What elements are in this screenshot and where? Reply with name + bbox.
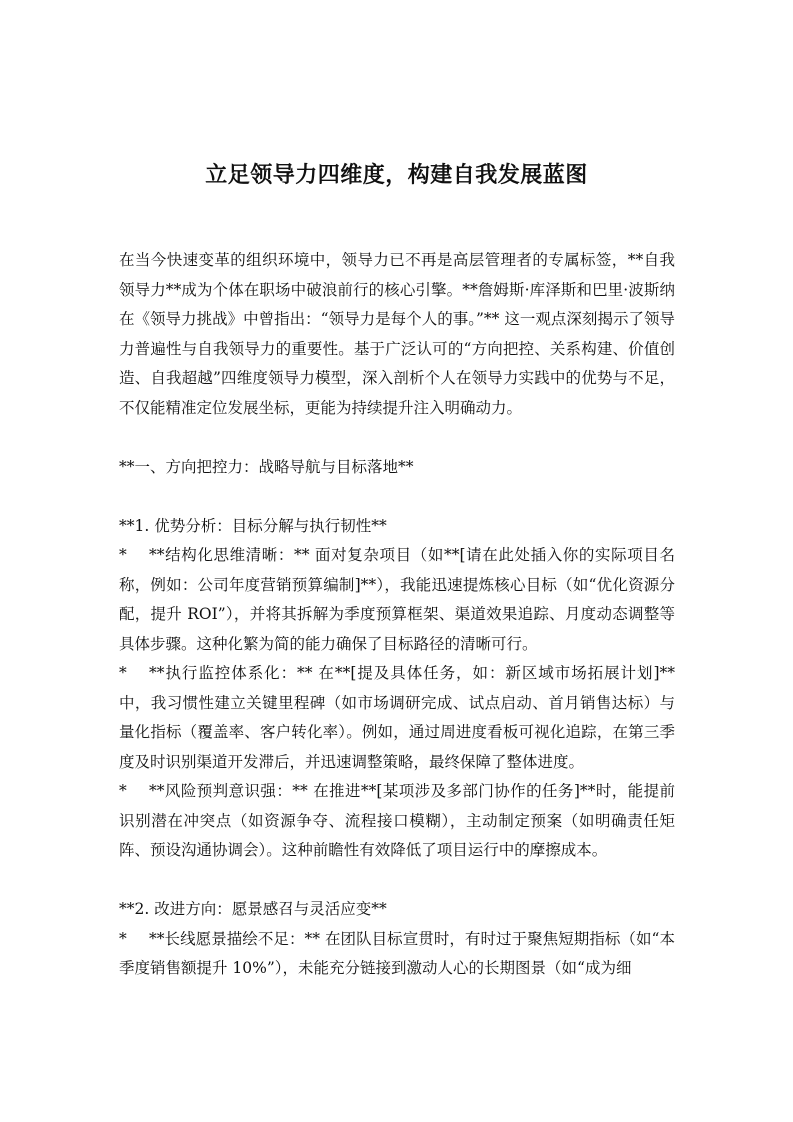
spacer — [119, 866, 675, 896]
bullet-text: **结构化思维清晰：** 面对复杂项目（如**[请在此处插入你的实际项目名称，例如：公司年度营销预算编制]**），我能迅速提炼核心目标（如“优化资源分配，提升 ROI”），并将其拆解为季度预算框架、渠道效果追踪、月度动态调整等具体步骤。这种化繁为简的能力确保了目标路径的清晰可行。 — [119, 546, 675, 653]
bullet-item — [119, 659, 675, 777]
bullet-marker: * — [119, 664, 127, 682]
subsection-2-heading: **2. 改进方向：愿景感召与灵活应变** — [119, 900, 387, 918]
bullet-text: **执行监控体系化：** 在**[提及具体任务，如：新区域市场拓展计划]**中，我习惯性建立关键里程碑（如市场调研完成、试点启动、首月销售达标）与量化指标（覆盖率、客户转化率）。例如，通过周进度看板可视化追踪，在第三季度及时识别渠道开发滞后，并迅速调整策略，最终保障了整体进度。 — [119, 664, 675, 771]
bullet-marker: * — [119, 546, 127, 564]
bullet-item — [119, 777, 675, 866]
bullet-text: **长线愿景描绘不足：** 在团队目标宣贯时，有时过于聚焦短期指标（如“本季度销售额提升 10%”），未能充分链接到激动人心的长期图景（如“成为细 — [119, 929, 675, 977]
bullet-marker: * — [119, 929, 127, 948]
bullet-marker: * — [119, 782, 127, 800]
spacer — [119, 423, 675, 453]
bullet-item — [119, 925, 675, 984]
subsection-1-heading: **1. 优势分析：目标分解与执行韧性** — [119, 516, 387, 535]
bullet-item — [119, 541, 675, 659]
bullet-text: **风险预判意识强：** 在推进**[某项涉及多部门协作的任务]**时，能提前识别潜在冲突点（如资源争夺、流程接口模糊），主动制定预案（如明确责任矩阵、预设沟通协调会）。这种前瞻性有效降低了项目运行中的摩擦成本。 — [119, 782, 675, 859]
spacer — [119, 482, 675, 512]
document-title: 立足领导力四维度，构建自我发展蓝图 — [205, 163, 588, 188]
intro-paragraph: 在当今快速变革的组织环境中，领导力已不再是高层管理者的专属标签，**自我领导力**成为个体在职场中破浪前行的核心引擎。**詹姆斯·库泽斯和巴里·波斯纳在《领导力挑战》中曾指出：“领导力是每个人的事。”** 这一观点深刻揭示了领导力普遍性与自我领导力的重要性。基于广泛认可的“方向把控、关系构建、价值创造、自我超越”四维度领导力模型，深入剖析个人在领导力实践中的优势与不足，不仅能精准定位发展坐标，更能为持续提升注入明确动力。 — [119, 251, 675, 417]
document-body — [119, 246, 675, 984]
section-1-heading: **一、方向把控力：战略导航与目标落地** — [119, 457, 414, 476]
